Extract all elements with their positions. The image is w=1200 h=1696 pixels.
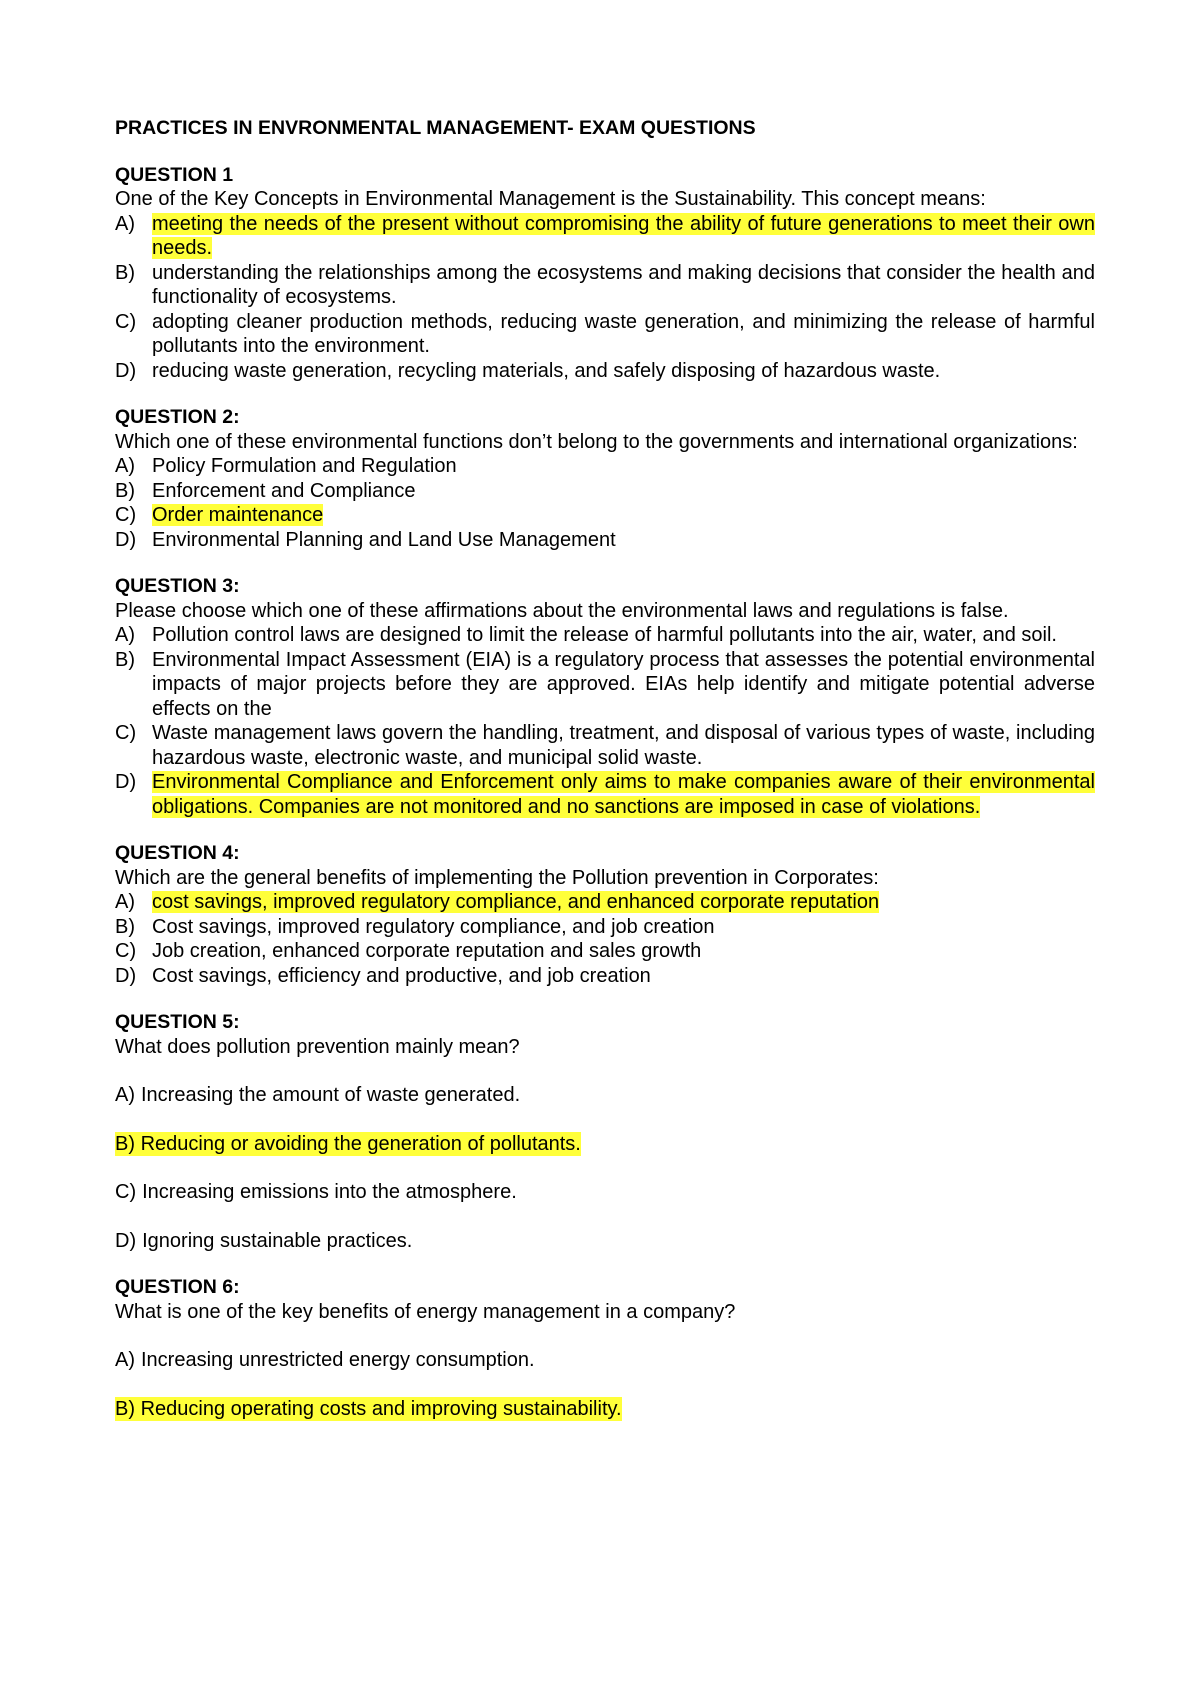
option-text: Increasing the amount of waste generated. [141,1084,521,1106]
option-text-highlighted: Reducing operating costs and improving sustainability. [140,1397,622,1420]
question-4 [115,841,1095,988]
option-text: adopting cleaner production methods, reducing waste generation, and minimizing the release of harmful pollutants into the environment. [152,310,1095,357]
option-letter: B) [115,915,135,938]
option-letter: A) [115,1349,135,1371]
option-text: understanding the relationships among the ecosystems and making decisions that consider the health and functionality of ecosystems. [152,261,1095,308]
option-list [115,1083,1095,1253]
option-text: Pollution control laws are designed to limit the release of harmful pollutants into the air, water, and soil. [152,624,1057,646]
option-c [115,721,1095,770]
option-list [115,454,1095,552]
option-text-highlighted: cost savings, improved regulatory compliance, and enhanced corporate reputation [152,891,880,913]
option-letter: D) [115,771,137,793]
option-letter: B) [115,479,135,502]
option-letter: B) [115,1397,135,1420]
question-1 [115,163,1095,384]
question-5 [115,1010,1095,1253]
option-text: Ignoring sustainable practices. [142,1229,413,1252]
option-letter: D) [115,528,137,551]
option-text: Environmental Impact Assessment (EIA) is a regulatory process that assesses the potential environmental impacts of major projects before they are approved. EIAs help identify and mitigate potential adverse effects on the [152,648,1095,720]
option-b [115,1132,1095,1157]
question-heading: QUESTION 6: [115,1276,240,1298]
option-letter: C) [115,310,137,333]
option-highlight [115,1132,581,1157]
option-text: Increasing emissions into the atmosphere. [142,1181,517,1203]
option-a [115,454,1095,479]
option-list [115,212,1095,384]
option-d [115,964,1095,989]
option-letter: C) [115,1181,137,1203]
document-title: PRACTICES IN ENVRONMENTAL MANAGEMENT- EXAM QUESTIONS [115,117,756,139]
option-text: Enforcement and Compliance [152,479,416,502]
option-c [115,1180,1095,1205]
option-letter: B) [115,261,135,284]
option-letter: C) [115,940,137,962]
question-text: Which one of these environmental functions don’t belong to the governments and international organizations: [115,430,1078,453]
option-text: Policy Formulation and Regulation [152,455,457,477]
question-heading: QUESTION 5: [115,1011,240,1033]
option-letter: C) [115,504,137,526]
option-a [115,623,1095,648]
option-text-highlighted: Reducing or avoiding the generation of pollutants. [140,1132,581,1155]
option-letter: A) [115,891,135,913]
option-c [115,503,1095,528]
option-text: Job creation, enhanced corporate reputation and sales growth [152,940,702,962]
option-text-highlighted: meeting the needs of the present without compromising the ability of future generations to meet their own needs. [152,212,1095,259]
question-text: What is one of the key benefits of energy management in a company? [115,1300,736,1323]
option-list [115,1348,1095,1421]
option-a [115,1348,1095,1373]
option-letter: D) [115,964,137,987]
option-letter: A) [115,455,135,477]
option-b [115,915,1095,940]
option-letter: B) [115,1132,135,1155]
option-letter: A) [115,212,135,235]
option-letter: D) [115,359,137,382]
question-3 [115,574,1095,819]
option-text: Waste management laws govern the handling, treatment, and disposal of various types of waste, including hazardous waste, electronic waste, and municipal solid waste. [152,722,1095,769]
option-text: Environmental Planning and Land Use Management [152,528,616,551]
option-c [115,310,1095,359]
option-letter: D) [115,1229,137,1252]
option-a [115,212,1095,261]
option-list [115,623,1095,819]
question-heading: QUESTION 2: [115,406,240,428]
question-heading: QUESTION 3: [115,575,240,597]
option-text: Increasing unrestricted energy consumption. [141,1349,535,1371]
option-letter: B) [115,648,135,671]
option-b [115,1397,1095,1422]
question-text: One of the Key Concepts in Environmental Management is the Sustainability. This concept means: [115,188,986,210]
option-a [115,1083,1095,1108]
option-text: reducing waste generation, recycling materials, and safely disposing of hazardous waste. [152,359,941,382]
option-b [115,479,1095,504]
option-a [115,890,1095,915]
question-6 [115,1275,1095,1421]
option-text-highlighted: Order maintenance [152,504,324,526]
question-text: Please choose which one of these affirmations about the environmental laws and regulations is false. [115,599,1009,622]
question-text: Which are the general benefits of implementing the Pollution prevention in Corporates: [115,866,879,889]
option-d [115,1229,1095,1254]
option-text: Cost savings, efficiency and productive, and job creation [152,964,651,987]
option-d [115,359,1095,384]
option-letter: C) [115,722,137,744]
option-text: Cost savings, improved regulatory compliance, and job creation [152,915,715,938]
option-c [115,939,1095,964]
option-b [115,648,1095,722]
question-heading: QUESTION 4: [115,842,240,864]
option-d [115,528,1095,553]
question-2 [115,405,1095,552]
option-text-highlighted: Environmental Compliance and Enforcement only aims to make companies aware of their environmental obligations. Companies are not monitored and no sanctions are imposed in case of violations. [152,771,1095,818]
question-heading: QUESTION 1 [115,163,234,186]
option-d [115,770,1095,819]
option-list [115,890,1095,988]
question-text: What does pollution prevention mainly mean? [115,1035,520,1058]
option-highlight [115,1397,622,1422]
document-page [115,116,1095,1443]
option-letter: A) [115,1084,135,1106]
option-b [115,261,1095,310]
option-letter: A) [115,624,135,646]
